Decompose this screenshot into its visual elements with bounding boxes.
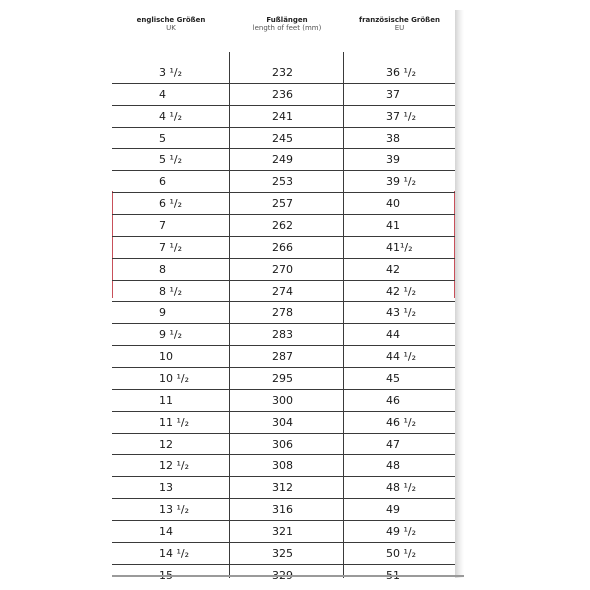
eu-size-cell: 41	[386, 219, 400, 233]
eu-size-cell: 39	[386, 153, 400, 167]
foot-length-cell: 321	[272, 525, 293, 539]
foot-length-cell: 306	[272, 437, 293, 451]
eu-size-cell: 37 ¹/₂	[386, 109, 417, 123]
eu-size-cell: 36 ¹/₂	[386, 66, 417, 79]
uk-size-cell: 6	[159, 175, 166, 189]
foot-length-cell: 253	[272, 175, 293, 189]
foot-length-cell: 304	[272, 415, 293, 429]
table-row	[112, 324, 455, 346]
header-eu-subtitle: EU	[394, 24, 405, 32]
uk-size-cell: 13	[159, 481, 173, 495]
size-table	[112, 62, 455, 587]
header-mm-title: Fußlängen	[266, 16, 308, 24]
table-row	[112, 543, 455, 565]
foot-length-cell: 262	[272, 219, 293, 233]
foot-length-cell: 308	[272, 459, 293, 473]
table-row	[112, 434, 455, 456]
uk-size-cell: 14	[159, 525, 173, 539]
eu-size-cell: 42	[386, 262, 400, 276]
table-row	[112, 499, 455, 521]
table-row	[112, 215, 455, 237]
table-row	[112, 193, 455, 215]
uk-size-cell: 10 ¹/₂	[159, 372, 190, 386]
table-row	[112, 128, 455, 150]
table-row	[112, 412, 455, 434]
uk-size-cell: 7 ¹/₂	[159, 240, 183, 254]
uk-size-cell: 3 ¹/₂	[159, 66, 183, 79]
uk-size-cell: 4 ¹/₂	[159, 109, 183, 123]
foot-length-cell: 241	[272, 109, 293, 123]
eu-size-cell: 46	[386, 393, 400, 407]
header-mm	[230, 16, 344, 32]
eu-size-cell: 41¹/₂	[386, 240, 413, 254]
foot-length-cell: 245	[272, 131, 293, 145]
foot-length-cell: 287	[272, 350, 293, 364]
foot-length-cell: 316	[272, 503, 293, 517]
header-uk-title: englische Größen	[136, 16, 206, 24]
eu-size-cell: 43 ¹/₂	[386, 306, 417, 320]
table-row	[112, 368, 455, 390]
eu-size-cell: 49	[386, 503, 400, 517]
header-eu	[344, 16, 455, 32]
foot-length-cell: 325	[272, 546, 293, 560]
eu-size-cell: 37	[386, 87, 400, 101]
eu-size-cell: 48	[386, 459, 400, 473]
uk-size-cell: 5	[159, 131, 166, 145]
uk-size-cell: 12	[159, 437, 173, 451]
page-shadow	[455, 10, 464, 578]
foot-length-cell: 257	[272, 197, 293, 211]
uk-size-cell: 5 ¹/₂	[159, 153, 183, 167]
foot-length-cell: 270	[272, 262, 293, 276]
foot-length-cell: 266	[272, 240, 293, 254]
eu-size-cell: 38	[386, 131, 400, 145]
foot-length-cell: 236	[272, 87, 293, 101]
foot-length-cell: 274	[272, 284, 293, 298]
eu-size-cell: 49 ¹/₂	[386, 525, 417, 539]
uk-size-cell: 8	[159, 262, 166, 276]
eu-size-cell: 46 ¹/₂	[386, 415, 417, 429]
uk-size-cell: 11 ¹/₂	[159, 415, 190, 429]
eu-size-cell: 39 ¹/₂	[386, 175, 417, 189]
header-uk-subtitle: UK	[166, 24, 176, 32]
uk-size-cell: 9	[159, 306, 166, 320]
table-row	[112, 106, 455, 128]
foot-length-cell: 249	[272, 153, 293, 167]
table-row	[112, 237, 455, 259]
uk-size-cell: 4	[159, 87, 166, 101]
table-row	[112, 281, 455, 303]
table-row	[112, 346, 455, 368]
foot-length-cell: 312	[272, 481, 293, 495]
uk-size-cell: 9 ¹/₂	[159, 328, 183, 342]
uk-size-cell: 10	[159, 350, 173, 364]
table-row	[112, 477, 455, 499]
eu-size-cell: 48 ¹/₂	[386, 481, 417, 495]
eu-size-cell: 42 ¹/₂	[386, 284, 417, 298]
uk-size-cell: 8 ¹/₂	[159, 284, 183, 298]
foot-length-cell: 278	[272, 306, 293, 320]
table-row	[112, 455, 455, 477]
table-row	[112, 84, 455, 106]
uk-size-cell: 7	[159, 219, 166, 233]
table-row	[112, 521, 455, 543]
header-mm-subtitle: length of feet (mm)	[252, 24, 322, 32]
bottom-rule	[112, 575, 464, 577]
eu-size-cell: 50 ¹/₂	[386, 546, 417, 560]
eu-size-cell: 45	[386, 372, 400, 386]
table-row	[112, 259, 455, 281]
foot-length-cell: 232	[272, 66, 293, 79]
table-row	[112, 62, 455, 84]
header-uk	[112, 16, 230, 32]
table-row	[112, 302, 455, 324]
uk-size-cell: 12 ¹/₂	[159, 459, 190, 473]
eu-size-cell: 44 ¹/₂	[386, 350, 417, 364]
eu-size-cell: 40	[386, 197, 400, 211]
header-eu-title: französische Größen	[359, 16, 440, 24]
eu-size-cell: 44	[386, 328, 400, 342]
uk-size-cell: 14 ¹/₂	[159, 546, 190, 560]
table-row	[112, 390, 455, 412]
table-row	[112, 171, 455, 193]
uk-size-cell: 11	[159, 393, 173, 407]
foot-length-cell: 283	[272, 328, 293, 342]
eu-size-cell: 47	[386, 437, 400, 451]
uk-size-cell: 13 ¹/₂	[159, 503, 190, 517]
foot-length-cell: 300	[272, 393, 293, 407]
foot-length-cell: 295	[272, 372, 293, 386]
uk-size-cell: 6 ¹/₂	[159, 197, 183, 211]
table-row	[112, 149, 455, 171]
